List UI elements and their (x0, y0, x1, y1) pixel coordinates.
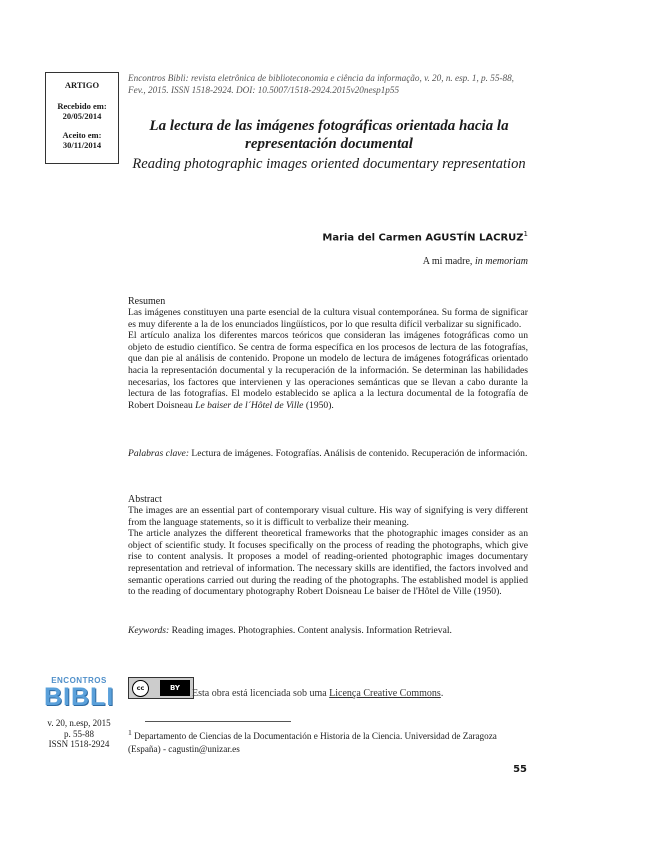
palabras-clave-text: Lectura de imágenes. Fotografías. Análisis de contenido. Recuperación de información. (191, 448, 528, 459)
license-period: . (440, 688, 444, 699)
resumen-paragraph-2 (128, 330, 528, 411)
cc-by-icon: BY (160, 680, 190, 696)
volume-line-2: p. 55-88 (64, 728, 94, 739)
received-label: Recebido em: (57, 101, 107, 111)
resumen-p2-end: (1950). (305, 399, 334, 411)
keywords-text: Reading images. Photographies. Content analysis. Information Retrieval. (171, 625, 452, 636)
logo-top-text: ENCONTROS (51, 676, 107, 685)
volume-line-3: ISSN 1518-2924 (48, 739, 110, 749)
resumen-p2-text: El artículo analiza los diferentes marcos teóricos que consideran las imágenes fotográficas como un objeto de estudio científico. Se centra de forma específica en los procesos de lectura de las fotografías, que dan pie al análisis de contenido. Propone un modelo de lectura de imágenes fotográficas orientado hacia la representación documental y la recuperación de la información. Se determinan las habilidades necesarias, los factores que intervienen y las operaciones semánticas que se llevan a cabo durante la lectura de las fotografías. El modelo establecido se aplica a la lectura documental de la fotografía de Robert Doisneau (128, 330, 528, 411)
resumen-body (128, 307, 528, 411)
volume-info (36, 718, 122, 750)
resumen-p2-italic: Le baiser de l´Hôtel de Ville (195, 399, 304, 411)
cc-icon: cc (132, 680, 149, 697)
accepted-label: Aceito em: (62, 130, 102, 140)
article-type: ARTIGO (64, 80, 100, 90)
encontros-bibli-logo (44, 676, 114, 714)
author-last-name: AGUSTÍN LACRUZ (425, 232, 524, 244)
abstract-body (128, 505, 528, 598)
footnote-text: Departamento de Ciencias de la Documentación e Historia de la Ciencia. Universidad de Zaragoza (España) - cagustin@unizar.es (128, 731, 497, 754)
abstract-paragraph-2: The article analyzes the different theoretical frameworks that the photographic images consider as an object of scientific study. It focuses specifically on the process of reading the photographs, which give rise to content analysis. It proposes a model of reading-oriented photographic images documentary representation and retrieval of information. The necessary skills are identified, the factors involved and semantic operations carried out during the reading of the photographs. The established model is applied to the reading of documentary photography Robert Doisneau Le baiser de l'Hôtel de Ville (1950). (128, 528, 528, 598)
keywords-label: Keywords: (128, 625, 170, 636)
journal-citation: Encontros Bibli: revista eletrônica de biblioteconomia e ciência da informação, v. 20, n. esp. 1, p. 55-88, Fev., 2015. ISSN 1518-2924. DOI: 10.5007/1518-2924.2015v20nesp1p55 (128, 73, 514, 95)
author-first-name: Maria del Carmen (322, 232, 422, 244)
resumen-paragraph-1: Las imágenes constituyen una parte esencial de la cultura visual contemporánea. Su forma de significar es muy diferente a la de los enunciados lingüísticos, por lo que resulta difícil verbalizar su significado. (128, 307, 528, 330)
license-link[interactable]: Licença Creative Commons (329, 688, 441, 699)
palabras-clave (128, 448, 528, 460)
logo-main-text: BIBLI (44, 683, 115, 711)
accepted-date: 30/11/2014 (62, 140, 102, 150)
license-text (192, 688, 443, 699)
resumen-heading: Resumen (128, 296, 166, 307)
abstract-heading: Abstract (128, 494, 162, 505)
author-footnote-mark: 1 (523, 230, 528, 238)
volume-line-1: v. 20, n.esp, 2015 (47, 718, 111, 728)
dedication-italic: in memoriam (474, 256, 528, 267)
dedication (423, 256, 528, 267)
title-spanish: La lectura de las imágenes fotográficas orientada hacia la representación documental (149, 118, 509, 152)
keywords (128, 625, 528, 637)
article-info-box (45, 72, 119, 164)
title-english: Reading photographic images oriented documentary representation (132, 156, 526, 172)
abstract-paragraph-1: The images are an essential part of contemporary visual culture. His way of signifying is very different from the language statements, so it is difficult to verbalize their meaning. (128, 505, 528, 528)
page-number: 55 (513, 764, 527, 775)
creative-commons-badge[interactable] (128, 677, 194, 699)
palabras-clave-label: Palabras clave: (128, 448, 190, 459)
footnote-mark: 1 (128, 728, 132, 737)
footnote (128, 727, 528, 755)
license-statement: Esta obra está licenciada sob uma (192, 688, 327, 699)
dedication-text: A mi madre, (422, 256, 473, 267)
received-date: 20/05/2014 (62, 111, 102, 121)
author (322, 230, 528, 243)
footnote-divider (145, 721, 291, 722)
